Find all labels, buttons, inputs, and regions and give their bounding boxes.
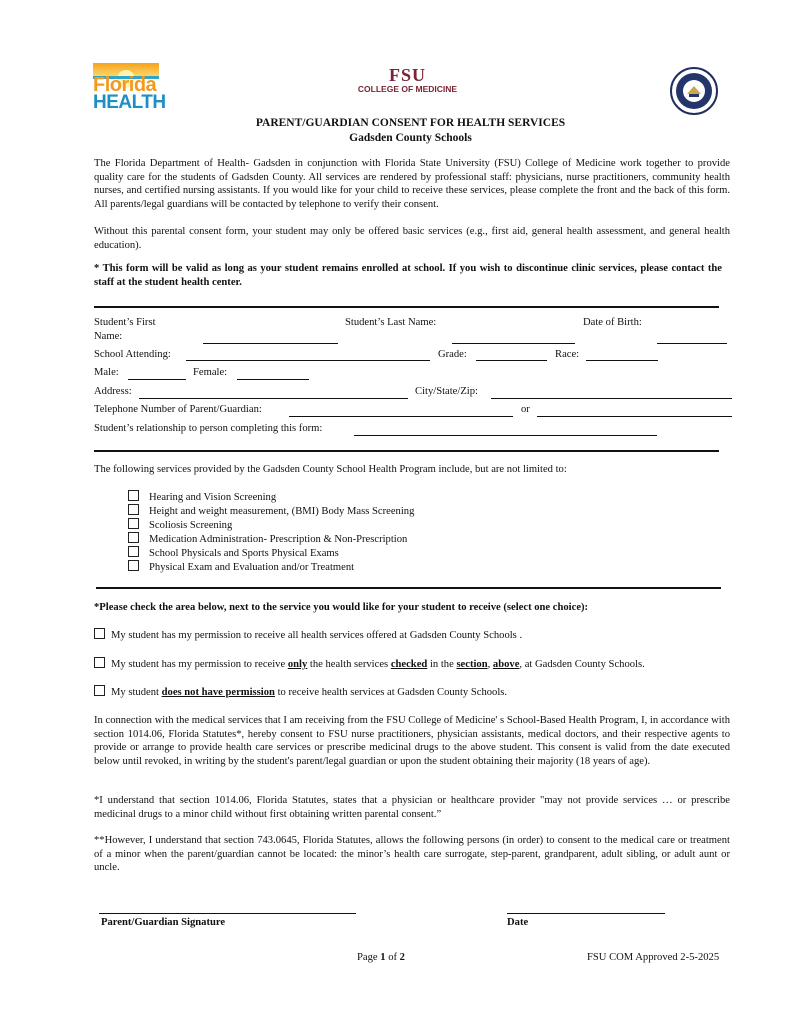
option-checked-services-checkbox[interactable]	[94, 657, 105, 668]
option-checked-services: My student has my permission to receive only the health services checked in the section, above, at Gadsden County Schools.	[94, 657, 734, 672]
option-no-permission: My student does not have permission to receive health services at Gadsden County Schools.	[94, 685, 734, 700]
school-label: School Attending:	[94, 349, 171, 360]
checkbox[interactable]	[128, 490, 139, 501]
option-no-permission-checkbox[interactable]	[94, 685, 105, 696]
parent-signature-line[interactable]	[99, 913, 356, 914]
address-label: Address:	[94, 386, 132, 397]
fsu-logo-text: FSU	[388, 65, 426, 85]
race-field[interactable]	[586, 360, 658, 361]
checkbox[interactable]	[128, 504, 139, 515]
intro-paragraph-2: Without this parental consent form, your student may only be offered basic services (e.g., first aid, general health assessment, and general health education).	[94, 226, 730, 251]
list-item: Scoliosis Screening	[128, 518, 414, 532]
option-all-services-checkbox[interactable]	[94, 628, 105, 639]
relationship-field[interactable]	[354, 435, 657, 436]
date-label: Date	[507, 917, 529, 928]
parent-phone-field-1[interactable]	[289, 416, 513, 417]
race-label: Race:	[555, 349, 580, 360]
college-of-medicine-text: COLLEGE OF MEDICINE	[357, 84, 458, 94]
statute-1014-paragraph: *I understand that section 1014.06, Florida Statutes, states that a physician or healthcare provider "may not provide services … or prescribe medicinal drugs to a minor child without first obtaining written parental consent.”	[94, 795, 730, 820]
female-label: Female:	[193, 367, 228, 378]
grade-label: Grade:	[438, 349, 467, 360]
services-intro: The following services provided by the Gadsden County School Health Program include, but are not limited to:	[94, 464, 567, 475]
checkbox[interactable]	[128, 532, 139, 543]
page-number: Page 1 of 2	[357, 952, 405, 963]
divider-top	[94, 306, 719, 308]
dob-label: Date of Birth:	[583, 317, 642, 328]
checkbox[interactable]	[128, 546, 139, 557]
approval-stamp: FSU COM Approved 2-5-2025	[587, 952, 720, 963]
divider-services	[96, 587, 721, 589]
intro-paragraph-1: The Florida Department of Health- Gadsden in conjunction with Florida State University (FSU) College of Medicine work together to provide quality care for the students of Gadsden County. All services are rendered by professional staff: physicians, nurse practitioners, community health nurses, and certified nursing assistants. If you would like for your child to receive these services, please complete the front and the back of this form. All parents/legal guardians will be contacted by telephone to verify their consent.	[94, 158, 730, 210]
gadsden-school-district-seal-icon	[670, 67, 718, 115]
date-line[interactable]	[507, 913, 665, 914]
parent-signature-label: Parent/Guardian Signature	[101, 917, 226, 928]
grade-field[interactable]	[476, 360, 547, 361]
list-item: School Physicals and Sports Physical Exams	[128, 546, 414, 560]
services-list	[128, 490, 414, 574]
list-item: Hearing and Vision Screening	[128, 490, 414, 504]
fsu-college-of-medicine-logo	[340, 66, 475, 94]
option-all-services-label: My student has my permission to receive all health services offered at Gadsden County Schools .	[111, 630, 523, 641]
florida-health-logo-line2: HEALTH	[93, 92, 166, 113]
parent-phone-label: Telephone Number of Parent/Guardian:	[94, 404, 262, 415]
option-all-services	[94, 628, 734, 643]
first-name-label: Student’s First Name:	[94, 317, 156, 342]
form-title: PARENT/GUARDIAN CONSENT FOR HEALTH SERVICES	[255, 117, 566, 129]
first-name-field[interactable]	[203, 343, 338, 344]
checkbox[interactable]	[128, 560, 139, 571]
legal-consent-paragraph: In connection with the medical services that I am receiving from the FSU College of Medicine' s School-Based Health Program, I, in accordance with section 1014.06, Florida Statutes*, hereby consent to FSU nurse practitioners, physician assistants, medical doctors, and their respective agents to provide or arrange to provide health care services or prescribe medicinal drugs to the above student. This consent is valid from the date executed below until revoked, in writing by the student's parent/legal guardian or upon the student obtaining their majority (18 years of age).	[94, 715, 730, 767]
checkbox[interactable]	[128, 518, 139, 529]
form-subtitle: Gadsden County Schools	[349, 132, 472, 144]
male-label: Male:	[94, 367, 119, 378]
choice-heading: *Please check the area below, next to the service you would like for your student to receive (select one choice):	[94, 602, 589, 613]
school-field[interactable]	[186, 360, 430, 361]
parent-phone-field-2[interactable]	[537, 416, 732, 417]
relationship-label: Student’s relationship to person completing this form:	[94, 423, 323, 434]
female-field[interactable]	[237, 379, 309, 380]
statute-743-paragraph: **However, I understand that section 743.0645, Florida Statutes, allows the following persons (in order) to consent to the medical care or treatment of a minor when the parent/guardian cannot be located: the minor’s health care surrogate, step-parent, grandparent, adult sibling, or adult aunt or uncle.	[94, 835, 730, 874]
city-state-zip-field[interactable]	[491, 398, 732, 399]
list-item: Physical Exam and Evaluation and/or Treatment	[128, 560, 414, 574]
florida-health-logo	[93, 63, 166, 113]
last-name-field[interactable]	[452, 343, 575, 344]
city-state-zip-label: City/State/Zip:	[415, 386, 478, 397]
divider-mid	[94, 450, 719, 452]
validity-notice: * This form will be valid as long as your student remains enrolled at school. If you wish to discontinue clinic services, please contact the staff at the student health center.	[94, 263, 722, 288]
list-item: Medication Administration- Prescription & Non-Prescription	[128, 532, 414, 546]
florida-health-logo-line1: Florida	[93, 74, 157, 96]
male-field[interactable]	[128, 379, 186, 380]
list-item: Height and weight measurement, (BMI) Body Mass Screening	[128, 504, 414, 518]
last-name-label: Student’s Last Name:	[345, 317, 437, 328]
dob-field[interactable]	[657, 343, 727, 344]
phone-or-label: or	[521, 404, 530, 415]
address-field[interactable]	[139, 398, 408, 399]
